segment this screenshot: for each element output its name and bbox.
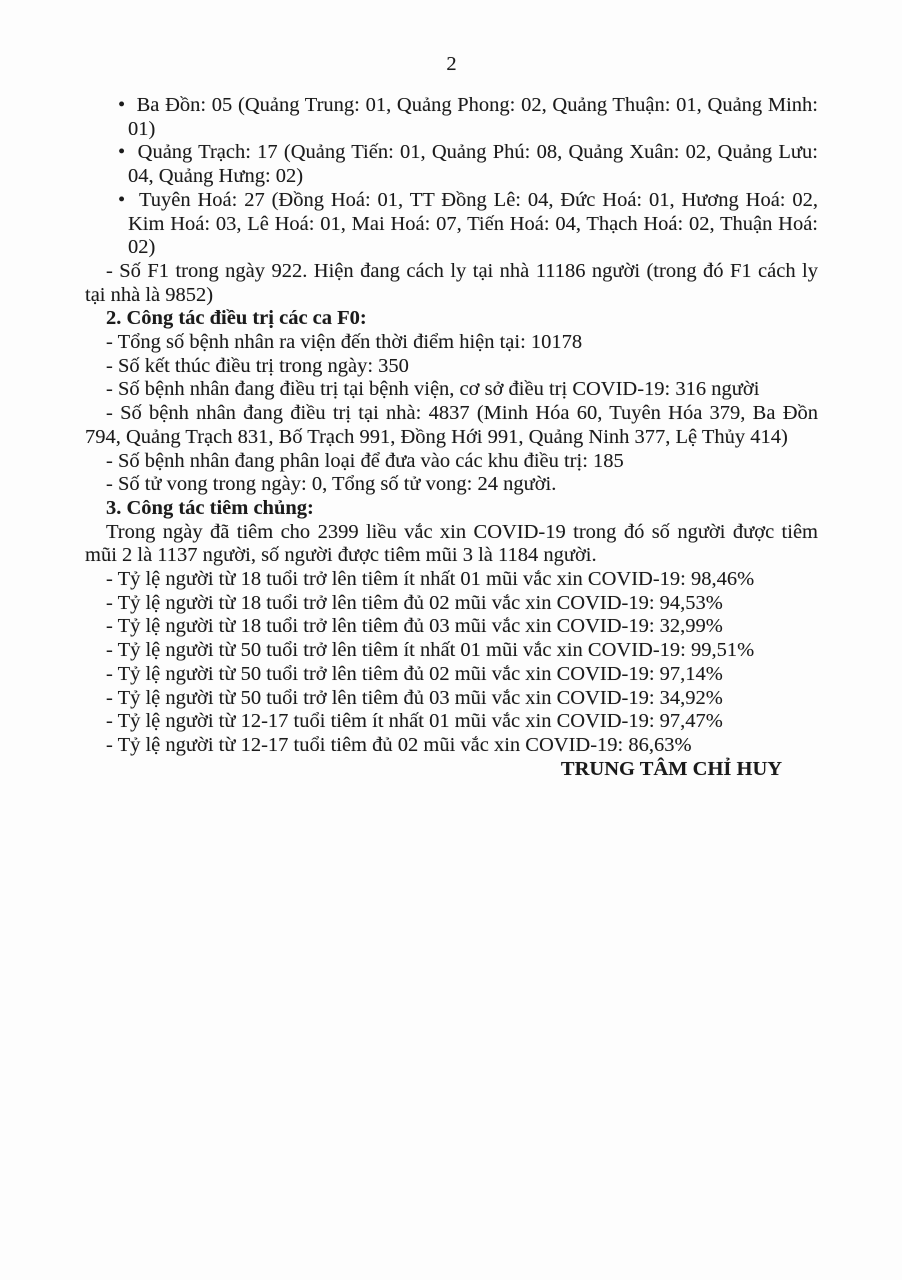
- locality-case-item: • Tuyên Hoá: 27 (Đồng Hoá: 01, TT Đồng Lê: 04, Đức Hoá: 01, Hương Hoá: 02, Kim Hoá: 03, Lê Hoá: 01, Mai Hoá: 07, Tiến Hoá: 04, Thạch Hoá: 02, Thuận Hoá: 02): [85, 189, 818, 260]
- vaccination-rate-line: - Tỷ lệ người từ 18 tuổi trở lên tiêm ít nhất 01 mũi vắc xin COVID-19: 98,46%: [106, 568, 755, 591]
- vaccination-rate-line: - Tỷ lệ người từ 50 tuổi trở lên tiêm đủ 02 mũi vắc xin COVID-19: 97,14%: [106, 662, 723, 685]
- signature-block: [85, 758, 818, 782]
- treatment-line: - Số kết thúc điều trị trong ngày: 350: [106, 354, 409, 377]
- page-number: 2: [446, 53, 457, 75]
- treatment-line: - Số bệnh nhân đang điều trị tại bệnh viện, cơ sở điều trị COVID-19: 316 người: [106, 378, 760, 401]
- treatment-line: - Số bệnh nhân đang phân loại để đưa vào các khu điều trị: 185: [106, 449, 624, 472]
- f1-isolation-paragraph: - Số F1 trong ngày 922. Hiện đang cách ly tại nhà 11186 người (trong đó F1 cách ly tại nhà là 9852): [85, 259, 818, 306]
- treatment-line: - Tổng số bệnh nhân ra viện đến thời điểm hiện tại: 10178: [106, 331, 583, 354]
- section-heading-treatment: 2. Công tác điều trị các ca F0:: [106, 307, 367, 330]
- treatment-line: - Số bệnh nhân đang điều trị tại nhà: 4837 (Minh Hóa 60, Tuyên Hóa 379, Ba Đồn 794, Quảng Trạch 831, Bố Trạch 991, Đồng Hới 991, Quảng Ninh 377, Lệ Thủy 414): [85, 402, 818, 448]
- vaccination-rate-line: - Tỷ lệ người từ 18 tuổi trở lên tiêm đủ 03 mũi vắc xin COVID-19: 32,99%: [106, 615, 723, 638]
- vaccination-rate-line: - Tỷ lệ người từ 50 tuổi trở lên tiêm đủ 03 mũi vắc xin COVID-19: 34,92%: [106, 686, 723, 709]
- vaccination-intro-paragraph: Trong ngày đã tiêm cho 2399 liều vắc xin COVID-19 trong đó số người được tiêm mũi 2 là 1137 người, số người được tiêm mũi 3 là 1184 người.: [85, 520, 818, 567]
- vaccination-rate-lines: [85, 568, 818, 758]
- treatment-line: - Số tử vong trong ngày: 0, Tổng số tử vong: 24 người.: [106, 473, 557, 496]
- vaccination-rate-line: - Tỷ lệ người từ 12-17 tuổi tiêm ít nhất 01 mũi vắc xin COVID-19: 97,47%: [106, 710, 723, 733]
- vaccination-rate-line: - Tỷ lệ người từ 50 tuổi trở lên tiêm ít nhất 01 mũi vắc xin COVID-19: 99,51%: [106, 639, 755, 662]
- locality-case-item: • Quảng Trạch: 17 (Quảng Tiến: 01, Quảng Phú: 08, Quảng Xuân: 02, Quảng Lưu: 04, Quảng Hưng: 02): [85, 141, 818, 188]
- locality-case-list: [85, 94, 818, 260]
- vaccination-rate-line: - Tỷ lệ người từ 12-17 tuổi tiêm đủ 02 mũi vắc xin COVID-19: 86,63%: [106, 733, 692, 756]
- section-heading-vaccination: 3. Công tác tiêm chủng:: [106, 496, 314, 519]
- report-body: [85, 94, 818, 781]
- signature-title: TRUNG TÂM CHỈ HUY: [560, 757, 783, 780]
- vaccination-rate-line: - Tỷ lệ người từ 18 tuổi trở lên tiêm đủ 02 mũi vắc xin COVID-19: 94,53%: [106, 591, 723, 614]
- locality-case-item: • Ba Đồn: 05 (Quảng Trung: 01, Quảng Phong: 02, Quảng Thuận: 01, Quảng Minh: 01): [85, 94, 818, 141]
- treatment-lines: [85, 331, 818, 497]
